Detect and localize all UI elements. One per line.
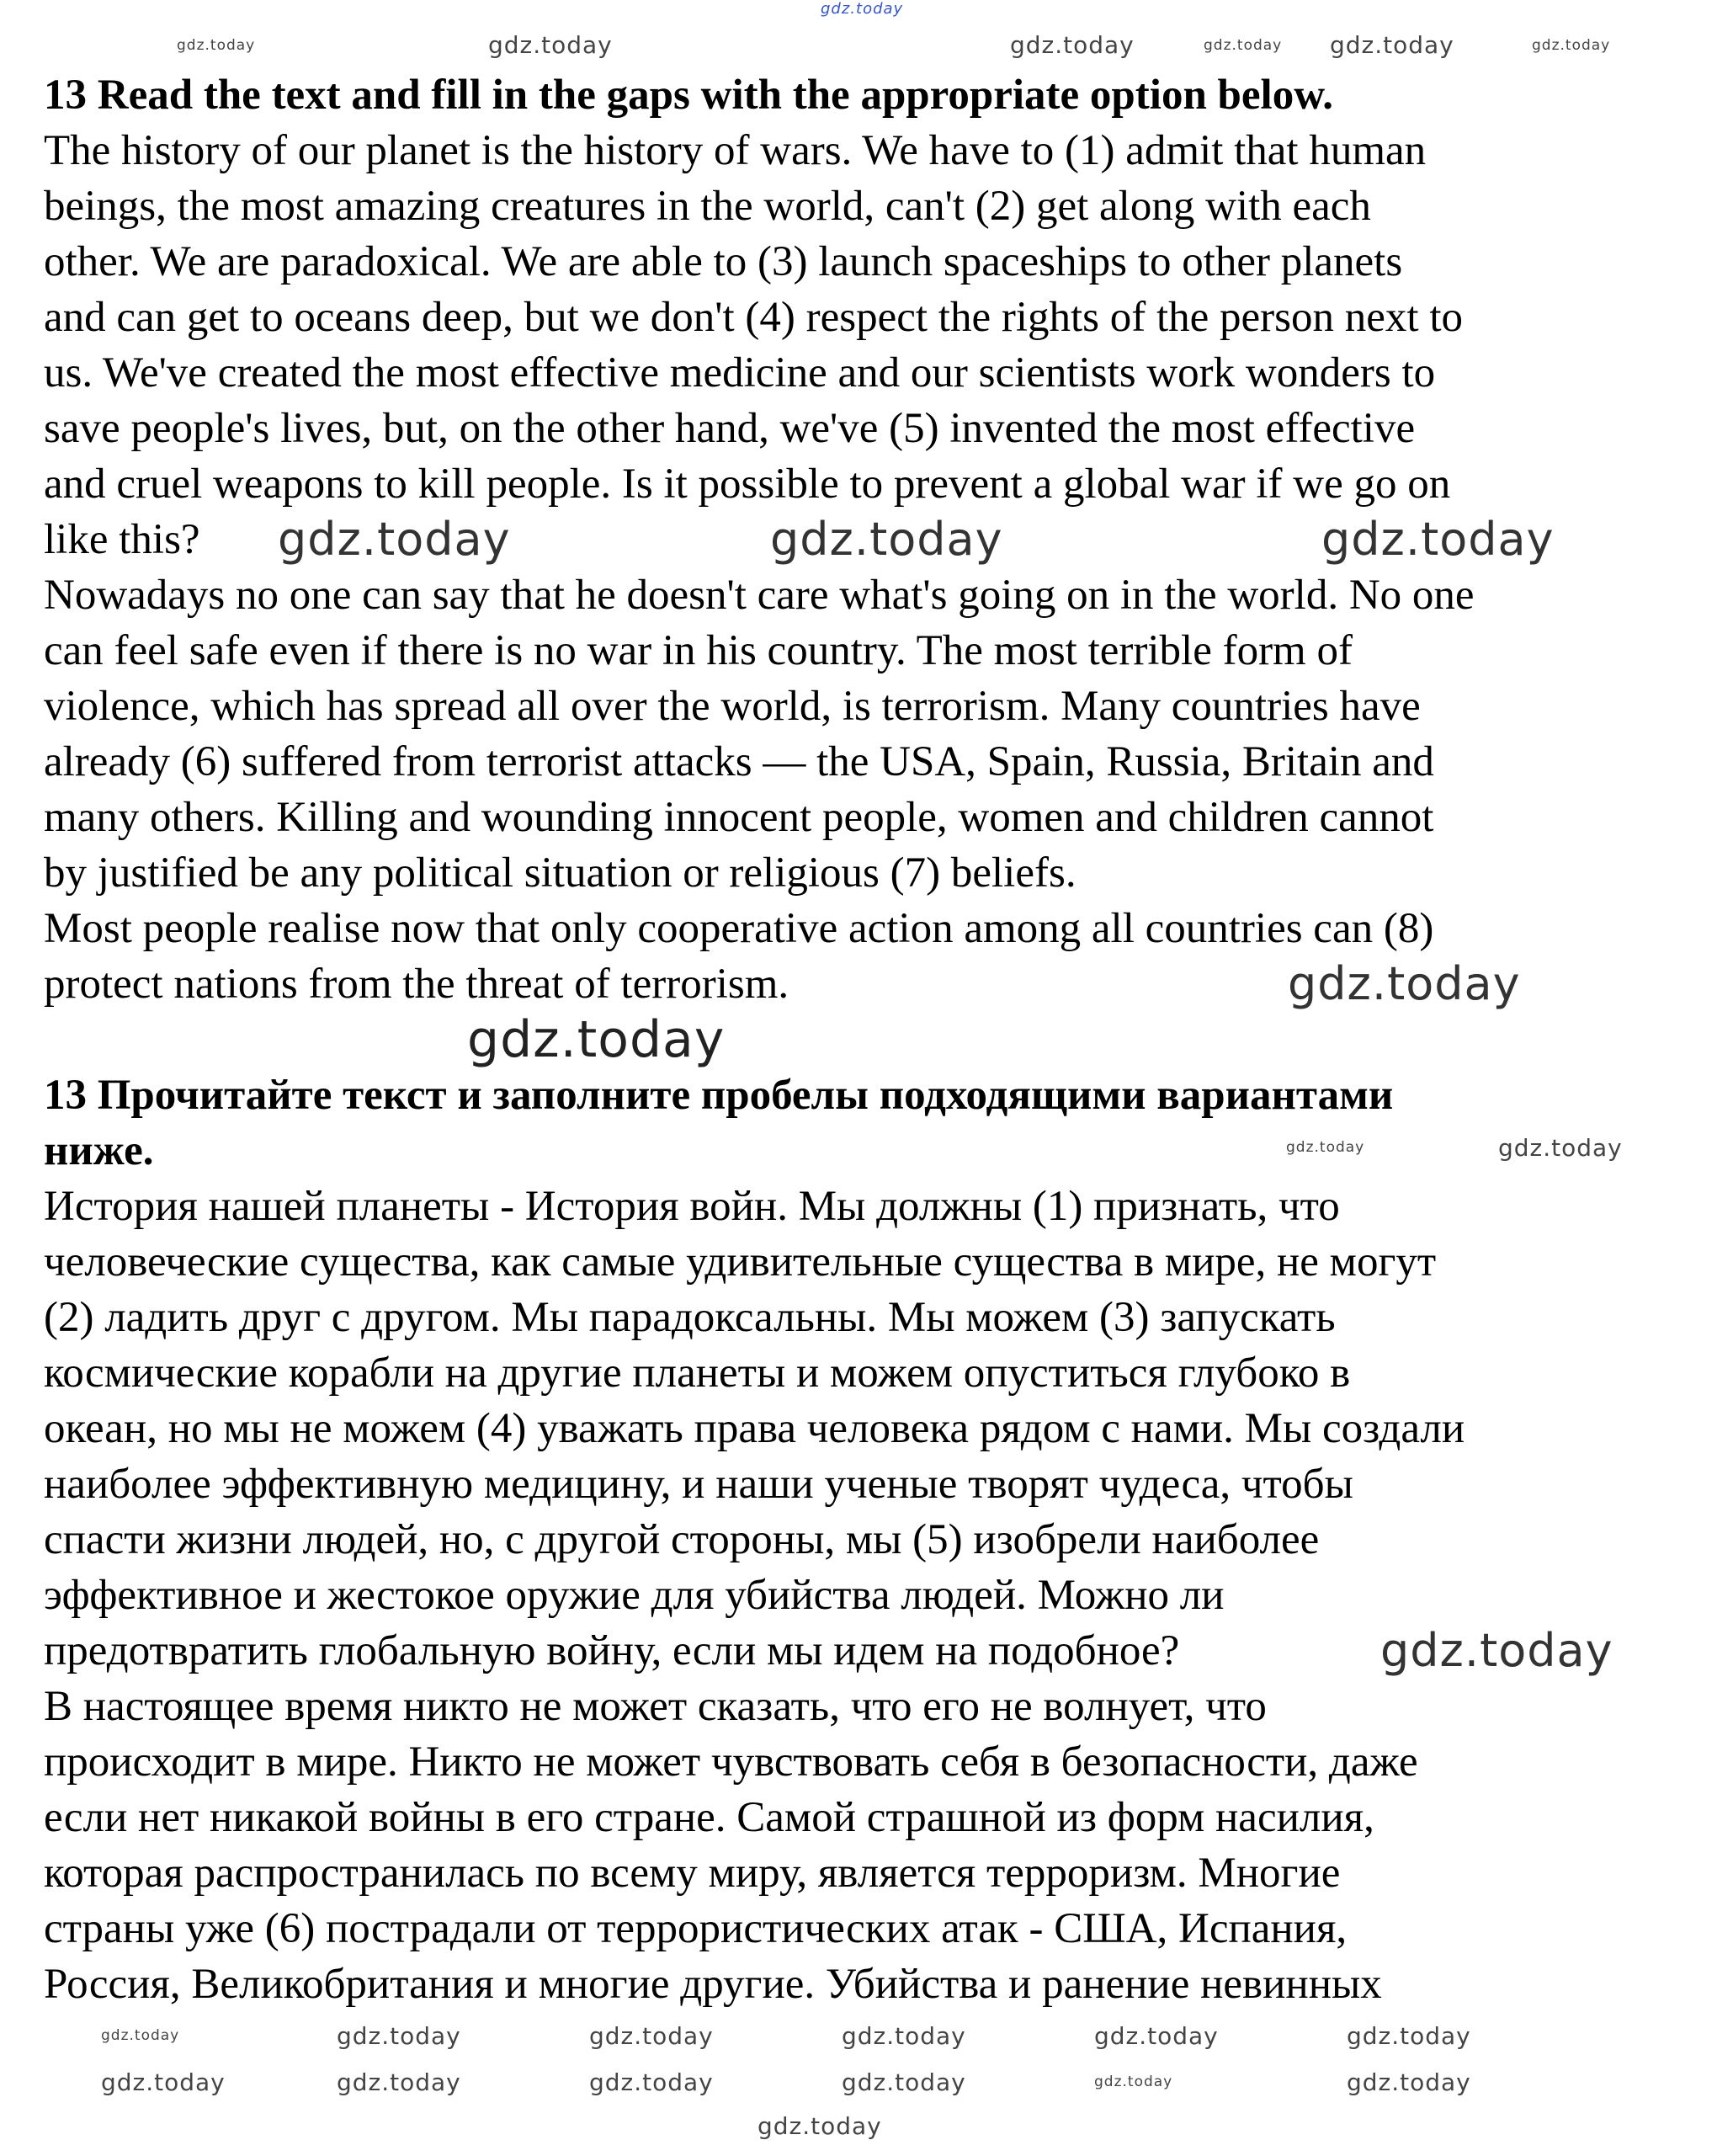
russian-text-line: предотвратить глобальную войну, если мы идем на подобное? bbox=[44, 1627, 1180, 1674]
watermark: gdz.today bbox=[842, 2022, 966, 2050]
english-text-line: and can get to oceans deep, but we don't (4) respect the rights of the person next to bbox=[44, 294, 1463, 341]
watermark: gdz.today bbox=[101, 2068, 226, 2096]
watermark: gdz.today bbox=[770, 513, 1003, 566]
watermark: gdz.today bbox=[1321, 513, 1555, 566]
russian-text-line: История нашей планеты - История войн. Мы должны (1) признать, что bbox=[44, 1183, 1340, 1230]
watermark: gdz.today bbox=[337, 2068, 461, 2096]
english-text-line: can feel safe even if there is no war in his country. The most terrible form of bbox=[44, 627, 1353, 674]
russian-text-line: человеческие существа, как самые удивительные существа в мире, не могут bbox=[44, 1238, 1437, 1286]
english-text-line: and cruel weapons to kill people. Is it possible to prevent a global war if we go on bbox=[44, 460, 1451, 508]
watermark: gdz.today bbox=[589, 2022, 714, 2050]
document-body bbox=[44, 67, 1475, 2012]
watermark: gdz.today bbox=[278, 513, 511, 566]
russian-text-line: которая распространилась по всему миру, является терроризм. Многие bbox=[44, 1850, 1341, 1897]
russian-text-line: эффективное и жестокое оружие для убийства людей. Можно ли bbox=[44, 1572, 1225, 1619]
watermark: gdz.today bbox=[488, 31, 613, 59]
watermark: gdz.today bbox=[1330, 31, 1454, 59]
english-text-line: other. We are paradoxical. We are able to (3) launch spaceships to other planets bbox=[44, 238, 1403, 285]
watermark: gdz.today bbox=[467, 1010, 726, 1069]
russian-heading: ниже. bbox=[44, 1127, 154, 1174]
english-text-line: save people's lives, but, on the other hand, we've (5) invented the most effective bbox=[44, 405, 1416, 452]
watermark: gdz.today bbox=[337, 2022, 461, 2050]
russian-text-line: В настоящее время никто не может сказать, что его не волнует, что bbox=[44, 1683, 1267, 1730]
russian-section bbox=[44, 1067, 1475, 2012]
watermark: gdz.today bbox=[1094, 2073, 1173, 2090]
russian-text-line: страны уже (6) пострадали от террористических атак - США, Испания, bbox=[44, 1905, 1348, 1952]
russian-text-line: океан, но мы не можем (4) уважать права человека рядом с нами. Мы создали bbox=[44, 1405, 1465, 1452]
russian-text-line: (2) ладить друг с другом. Мы парадоксальны. Мы можем (3) запускать bbox=[44, 1294, 1336, 1341]
watermark: gdz.today bbox=[1286, 1139, 1365, 1156]
watermark: gdz.today bbox=[842, 2068, 966, 2096]
watermark: gdz.today bbox=[758, 2112, 882, 2140]
english-text-line: The history of our planet is the history of wars. We have to (1) admit that human bbox=[44, 127, 1427, 174]
russian-heading: 13 Прочитайте текст и заполните пробелы подходящими вариантами bbox=[44, 1072, 1394, 1119]
english-text-line: by justified be any political situation or religious (7) beliefs. bbox=[44, 849, 1076, 897]
english-text-line: beings, the most amazing creatures in the world, can't (2) get along with each bbox=[44, 183, 1371, 230]
english-text-line: us. We've created the most effective medicine and our scientists work wonders to bbox=[44, 349, 1436, 397]
english-section bbox=[44, 67, 1475, 1012]
english-heading: 13 Read the text and fill in the gaps with the appropriate option below. bbox=[44, 72, 1333, 119]
english-text-line: already (6) suffered from terrorist attacks — the USA, Spain, Russia, Britain and bbox=[44, 738, 1434, 785]
watermark: gdz.today bbox=[1288, 957, 1521, 1010]
russian-text-line: Россия, Великобритания и многие другие. Убийства и ранение невинных bbox=[44, 1961, 1382, 2008]
english-text-line: like this? bbox=[44, 516, 200, 563]
russian-text-line: происходит в мире. Никто не может чувствовать себя в безопасности, даже bbox=[44, 1738, 1418, 1786]
russian-text-line: если нет никакой войны в его стране. Самой страшной из форм насилия, bbox=[44, 1794, 1374, 1841]
watermark: gdz.today bbox=[1380, 1624, 1613, 1677]
watermark: gdz.today bbox=[1347, 2068, 1471, 2096]
section-spacer bbox=[44, 1012, 1475, 1067]
watermark: gdz.today bbox=[1347, 2022, 1471, 2050]
russian-text-line: космические корабли на другие планеты и можем опуститься глубоко в bbox=[44, 1349, 1351, 1397]
watermark: gdz.today bbox=[177, 37, 256, 54]
russian-text-line: наиболее эффективную медицину, и наши ученые творят чудеса, чтобы bbox=[44, 1461, 1353, 1508]
english-text-line: many others. Killing and wounding innocent people, women and children cannot bbox=[44, 794, 1434, 841]
watermark-top: gdz.today bbox=[821, 0, 904, 18]
watermark: gdz.today bbox=[101, 2027, 180, 2044]
watermark: gdz.today bbox=[1498, 1134, 1623, 1162]
english-text-line: protect nations from the threat of terrorism. bbox=[44, 961, 789, 1008]
watermark: gdz.today bbox=[1532, 37, 1611, 54]
watermark: gdz.today bbox=[1094, 2022, 1219, 2050]
english-text-line: violence, which has spread all over the world, is terrorism. Many countries have bbox=[44, 683, 1421, 730]
english-text-line: Nowadays no one can say that he doesn't care what's going on in the world. No one bbox=[44, 572, 1475, 619]
watermark: gdz.today bbox=[589, 2068, 714, 2096]
watermark: gdz.today bbox=[1010, 31, 1135, 59]
watermark: gdz.today bbox=[1204, 37, 1283, 54]
russian-text-line: спасти жизни людей, но, с другой стороны, мы (5) изобрели наиболее bbox=[44, 1516, 1320, 1563]
english-text-line: Most people realise now that only cooperative action among all countries can (8) bbox=[44, 905, 1434, 952]
